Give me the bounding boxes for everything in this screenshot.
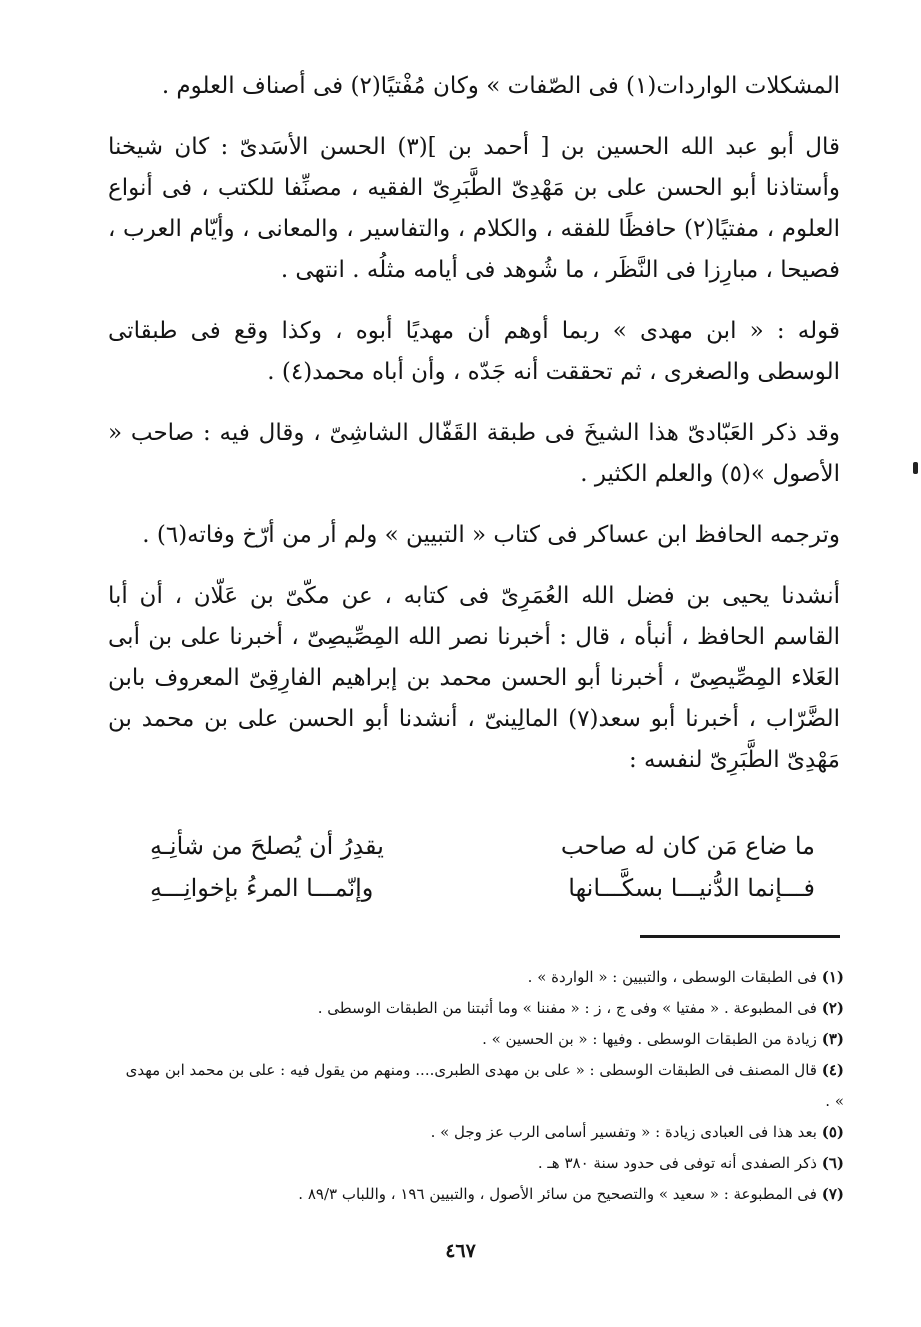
footnote-text: قال المصنف فى الطبقات الوسطى : « على بن مهدى الطبرى.... ومنهم من يقول فيه : على بن محمد ابن مهدى » . [125,1061,844,1110]
main-text [108,66,840,801]
paragraph-1: المشكلات الواردات(١) فى الصّفات » وكان مُفْتيًا(٢) فى أصناف العلوم . [161,73,840,99]
footnote [118,962,844,993]
verse-hemistich-second: وإنّمـــا المرءُ بإخوانِـــهِ [150,874,374,902]
footnote-number: (٧) [821,1185,844,1203]
margin-mark [913,462,918,474]
footnote [118,1055,844,1117]
page-number: ٤٦٧ [445,1240,476,1262]
footnote-number: (٤) [821,1061,844,1079]
footnote-number: (٥) [821,1123,844,1141]
footnote [118,1148,844,1179]
footnote-text: ذكر الصفدى أنه توفى فى حدود سنة ٣٨٠ هـ . [537,1154,817,1172]
footnote-text: بعد هذا فى العبادى زيادة : « وتفسير أسامى الرب عز وجل » . [430,1123,817,1141]
verse-line [150,867,815,909]
footnote-text: فى المطبوعة : « سعيد » والتصحيح من سائر الأصول ، والتبيين ١٩٦ ، واللباب ٨٩/٣ . [298,1185,817,1203]
footnote-number: (٦) [821,1154,844,1172]
footnote [118,993,844,1024]
footnote-number: (٢) [821,999,844,1017]
footnote [118,1117,844,1148]
paragraph-2: قال أبو عبد الله الحسين بن [ أحمد بن ](٣) الحسن الأسَدىّ : كان شيخنا وأستاذنا أبو الحسن على بن مَهْدِىّ الطَّبَرِىّ الفقيه ، مصنِّفا للكتب ، فى أنواع العلوم ، مفتيًا(٢) حافظًا للفقه ، والكلام ، والتفاسير ، والمعانى ، وأيّام العرب ، فصيحا ، مبارِزا فى النَّظَر ، ما شُوهد فى أيامه مثلُه . انتهى . [108,134,841,283]
footnote-separator [640,935,840,938]
paragraph-6: أنشدنا يحيى بن فضل الله العُمَرِىّ فى كتابه ، عن مكّىّ بن عَلّان ، أن أبا القاسم الحافظ ، أنبأه ، قال : أخبرنا نصر الله المِصِّيصِىّ ، أخبرنا على بن أبى العَلاء المِصِّيصِىّ ، أخبرنا أبو الحسن محمد بن إبراهيم الفارِقِىّ المعروف بابن الضَّرّاب ، أخبرنا أبو سعد(٧) المالِينىّ ، أنشدنا أبو الحسن على بن محمد بن مَهْدِىّ الطَّبَرِىّ لنفسه : [108,583,840,773]
paragraph-5: وترجمه الحافظ ابن عساكر فى كتاب « التبيين » ولم أر من أرّخ وفاته(٦) . [142,522,840,548]
verse-hemistich-first: فـــإنما الدُّنيـــا بسكَّـــانها [568,874,815,902]
footnote-text: فى الطبقات الوسطى ، والتبيين : « الواردة » . [527,968,817,986]
verse-line [150,825,815,867]
footnote [118,1024,844,1055]
paragraph-4: وقد ذكر العَبّادىّ هذا الشيخَ فى طبقة القَفّال الشاشِىّ ، وقال فيه : صاحب « الأصول »(٥) والعلم الكثير . [108,420,840,487]
poem-verse [150,825,815,909]
verse-hemistich-second: يقدِرُ أن يُصلحَ من شأنِـهِ [150,832,384,860]
footnote-text: فى المطبوعة . « مفتيا » وفى ج ، ز : « مفننا » وما أثبتنا من الطبقات الوسطى . [317,999,817,1017]
footnote [118,1179,844,1210]
footnote-number: (١) [821,968,844,986]
paragraph-3: قوله : « ابن مهدى » ربما أوهم أن مهديًا أبوه ، وكذا وقع فى طبقاتى الوسطى والصغرى ، ثم تحققت أنه جَدّه ، وأن أباه محمد(٤) . [108,318,840,385]
footnote-number: (٣) [821,1030,844,1048]
footnote-text: زيادة من الطبقات الوسطى . وفيها : « بن الحسين » . [482,1030,817,1048]
verse-hemistich-first: ما ضاع مَن كان له صاحب [560,832,815,860]
footnotes [118,962,844,1210]
